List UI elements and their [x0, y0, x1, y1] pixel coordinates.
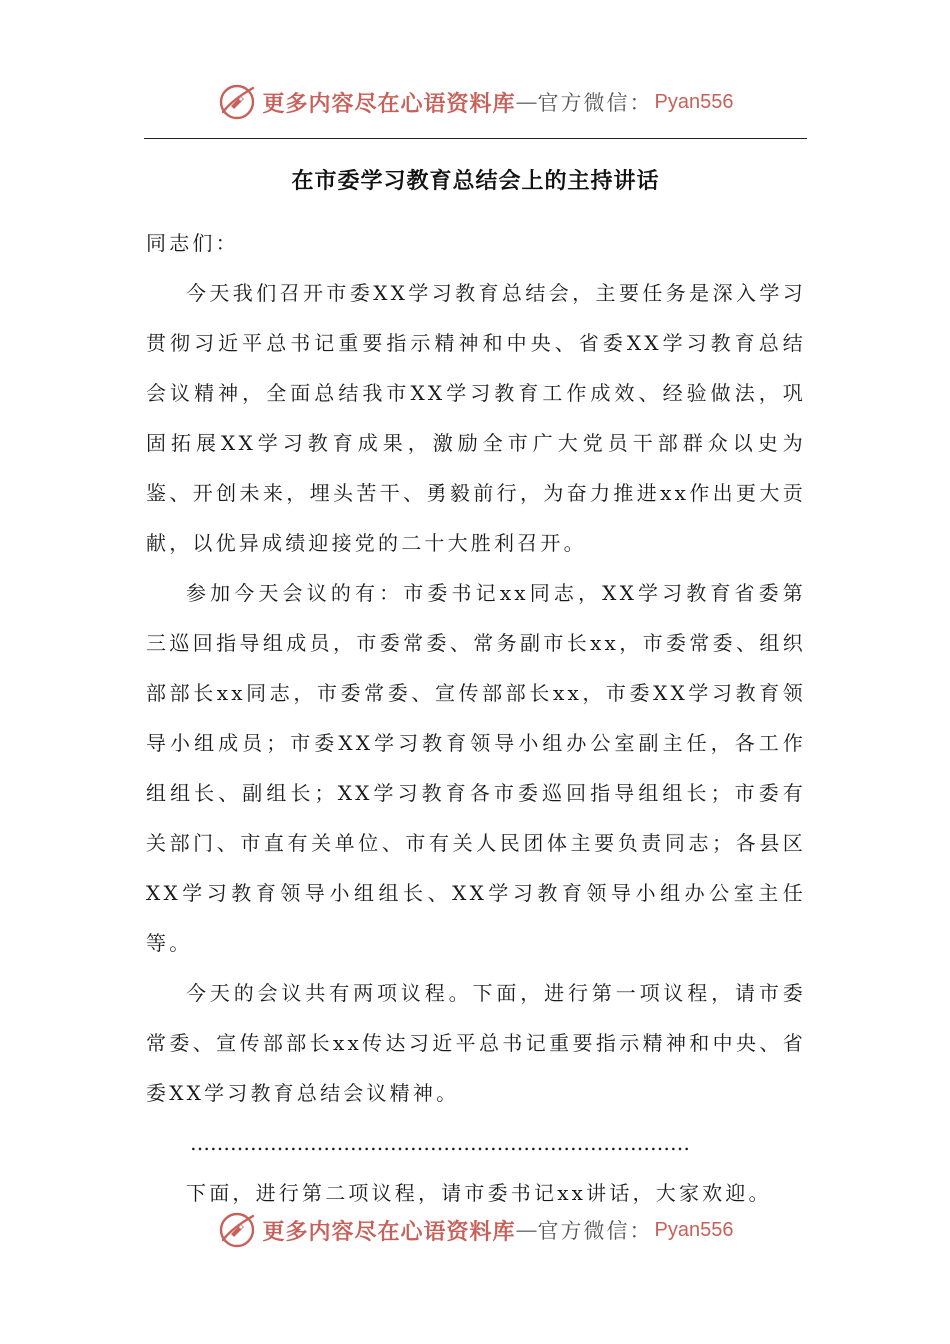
paragraph-1: 今天我们召开市委XX学习教育总结会，主要任务是深入学习贯彻习近平总书记重要指示精神和中央、省委XX学习教育总结会议精神，全面总结我市XX学习教育工作成效、经验做法，巩固拓展XX学习教育成果，激励全市广大党员干部群众以史为鉴、开创未来，埋头苦干、勇毅前行，为奋力推进xx作出更大贡献，以优异成绩迎接党的二十大胜利召开。 [146, 281, 806, 555]
banner-brand-text: 更多内容尽在心语资料库 [262, 1218, 516, 1245]
banner-wechat-id: Pyan556 [654, 1218, 734, 1241]
pen-nib-circle-icon [217, 1210, 257, 1250]
ellipsis-line: ………………………………………………………………… [190, 1131, 690, 1155]
banner-wechat-label: 官方微信： [537, 1219, 653, 1243]
banner-separator: — [515, 89, 538, 115]
banner-separator: — [515, 1217, 538, 1243]
banner-brand-text: 更多内容尽在心语资料库 [262, 90, 516, 117]
pen-nib-circle-icon [217, 82, 257, 122]
salutation: 同志们： [146, 231, 239, 255]
document-title: 在市委学习教育总结会上的主持讲话 [291, 168, 660, 194]
document-body [146, 218, 806, 1218]
closing-paragraph: 下面，进行第二项议程，请市委书记xx讲话，大家欢迎。 [186, 1181, 772, 1205]
banner-wechat-id: Pyan556 [654, 90, 734, 113]
paragraph-3: 今天的会议共有两项议程。下面，进行第一项议程，请市委常委、宣传部部长xx传达习近平总书记重要指示精神和中央、省委XX学习教育总结会议精神。 [146, 981, 806, 1105]
banner-wechat-label: 官方微信： [537, 91, 653, 115]
header-watermark-banner [0, 80, 950, 124]
footer-watermark-banner [0, 1208, 950, 1252]
paragraph-2: 参加今天会议的有：市委书记xx同志，XX学习教育省委第三巡回指导组成员，市委常委、常务副市长xx，市委常委、组织部部长xx同志，市委常委、宣传部部长xx，市委XX学习教育领导小组成员；市委XX学习教育领导小组办公室副主任，各工作组组长、副组长；XX学习教育各市委巡回指导组组长；市委有关部门、市直有关单位、市有关人民团体主要负责同志；各县区XX学习教育领导小组组长、XX学习教育领导小组办公室主任等。 [146, 581, 806, 955]
header-divider [144, 138, 807, 139]
